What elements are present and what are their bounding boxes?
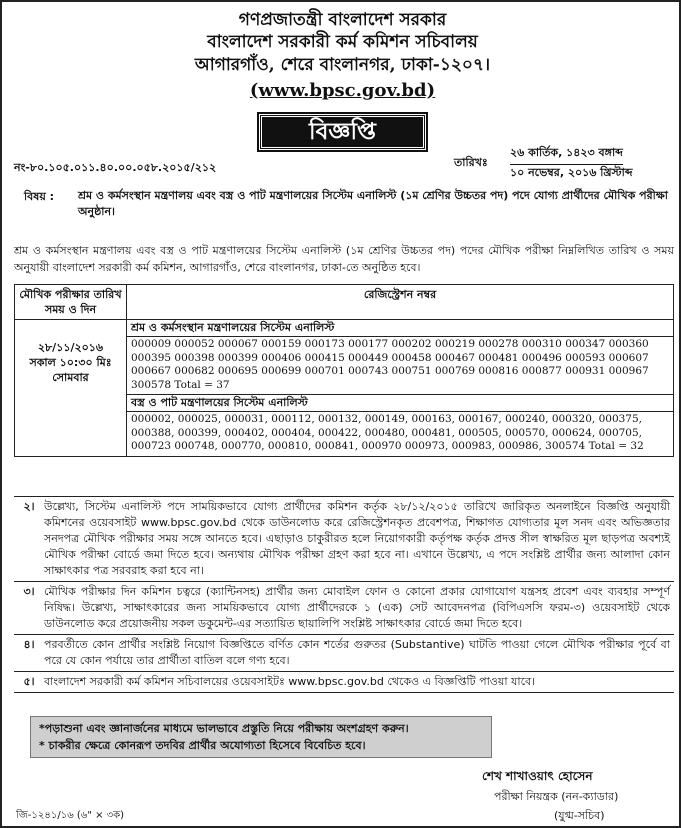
signatory-designation: পরীক্ষা নিয়ন্ত্রক (নন-ক্যাডার) [494, 790, 619, 803]
slot-date: ২৮/১১/২০১৬ [37, 341, 104, 354]
note-number: ৫। [23, 675, 35, 688]
schedule-reg-header: রেজিস্ট্রেশন নম্বর [127, 285, 674, 320]
notes-list [14, 496, 674, 693]
note-number: ৩। [23, 585, 35, 598]
note-item [14, 496, 674, 581]
website-link[interactable]: (www.bpsc.gov.bd) [249, 80, 436, 101]
advice-line: *পড়াশুনা এবং জ্ঞানার্জনের মাধ্যমে ভালভাবে প্রস্তুতি নিয়ে পরীক্ষায় অংশগ্রহণ করুন। [39, 722, 409, 735]
intro-paragraph: শ্রম ও কর্মসংস্থান মন্ত্রণালয় এবং বস্ত্র ও পাট মন্ত্রণালয়ের সিস্টেম এনালিস্ট (১ম শ্রেণির উচ্চতর পদ) পদের মৌখিক পরীক্ষা নিম্নলিখিত তারিখ ও সময় অনুযায়ী বাংলাদেশ সরকারী কর্ম কমিশন, আগারগাঁও, শেরে বাংলানগর, ঢাকা-তে অনুষ্ঠিত হবে। [14, 244, 674, 274]
footer-reference: জি-১২৪১/১৬ (৬" × ৩ক) [16, 810, 125, 821]
notice-title-badge: বিজ্ঞপ্তি [259, 114, 426, 150]
subject-label: বিষয় : [24, 190, 55, 203]
note-number: ২। [23, 500, 35, 513]
schedule-slot-cell [15, 320, 127, 457]
group-title: বস্ত্র ও পাট মন্ত্রণালয়ের সিস্টেম এনালিস্ট [127, 395, 673, 412]
group-title: শ্রম ও কর্মসংস্থান মন্ত্রণালয়ের সিস্টেম এনালিস্ট [127, 320, 673, 337]
note-text: মৌখিক পরীক্ষার দিন কমিশন চত্বরে (ক্যান্টিনসহ) প্রার্থীর জন্য মোবাইল ফোন ও কোনো প্রকার যোগাযোগ যন্ত্রসহ প্রবেশ এবং ব্যবহার সম্পূর্ণ নিষিদ্ধ। উল্লেখ্য, সাক্ষাৎকারের জন্য সাময়িকভাবে যোগ্য প্রার্থীদেরকে ১ (এক) সেট আবেদনপত্র (বিপিএসসি ফরম-৩) ওয়েবসাইট থেকে ডাউনলোড করে প্রয়োজনীয় সকল ডকুমেন্ট-এর সত্যায়িত ছায়ালিপি সংশ্লিষ্ট সাক্ষাৎকার বোর্ডে জমা দিতে হবে। [44, 585, 670, 630]
subject-text: শ্রম ও কর্মসংস্থান মন্ত্রণালয় এবং বস্ত্র ও পাট মন্ত্রণালয়ের সিস্টেম এনালিস্ট (১ম শ্রেণির উচ্চতর পদ) পদে যোগ্য প্রার্থীদের মৌখিক পরীক্ষা অনুষ্ঠান। [78, 189, 668, 218]
commission-title: বাংলাদেশ সরকারী কর্ম কমিশন সচিবালয় [207, 32, 478, 52]
slot-time: সকাল ১০:৩০ মিঃ [29, 356, 112, 369]
note-item [14, 634, 674, 671]
schedule-date-header: মৌখিক পরীক্ষার তারিখ সময় ও দিন [15, 285, 127, 320]
note-item [14, 581, 674, 634]
slot-day: সোমবার [52, 371, 89, 384]
advice-line: * চাকরীর ক্ষেত্রে কোনরূপ তদবির প্রার্থীর অযোগ্যতা হিসেবে বিবেচিত হবে। [39, 739, 366, 752]
advice-box [30, 716, 492, 758]
signatory-rank: (যুগ্ম-সচিব) [554, 809, 605, 822]
group-registration-numbers: 000009 000052 000067 000159 000173 000177 000202 000219 000278 000310 000347 000360 000395 000398 000399 000406 000415 000449 000458 000467 000481 000496 000593 000607 000667 000682 000695 000699 000701 000743 000751 000769 000816 000877 000931 000967 300578 Total = 37 [127, 337, 673, 395]
note-text: উল্লেখ্য, সিস্টেম এনালিস্ট পদে সাময়িকভাবে যোগ্য প্রার্থীদের কমিশন কর্তৃক ২৮/১২/২০১৫ তারিখে জারিকৃত অনলাইনে বিজ্ঞপ্তি অনুযায়ী কমিশনের ওয়েবসাইট www.bpsc.gov.bd থেকে ডাউনলোড করে রেজিস্ট্রেশনকৃত প্রবেশপত্র, শিক্ষাগত যোগ্যতার মূল সনদ এবং অভিজ্ঞতার সনদপত্র মৌখিক পরীক্ষার সময় সঙ্গে আনতে হবে। এছাড়াও চাকুরীরত হলে নিয়োগকারী কর্তৃপক্ষ কর্তৃক প্রদত্ত সীল স্বাক্ষরিত মূল ছাড়পত্র অবশ্যই মৌখিক পরীক্ষা বোর্ডে জমা দিতে হবে। অন্যথায় মৌখিক পরীক্ষা গ্রহণ করা হবে না। এখানে উল্লেখ্য, এ পদে সংশ্লিষ্ট প্রার্থীর জন্য আলাদা কোন সাক্ষাৎকার পত্র সরবরাহ করা হবে না। [44, 500, 670, 577]
schedule-row [15, 320, 674, 457]
note-item [14, 671, 674, 693]
government-title: গণপ্রজাতন্ত্রী বাংলাদেশ সরকার [238, 10, 447, 30]
schedule-table [14, 284, 674, 457]
registration-cell [127, 320, 674, 457]
date-english: ১০ নভেম্বর, ২০১৬ খ্রিস্টাব্দ [510, 166, 633, 179]
signatory-name: শেখ শাখাওয়াৎ হোসেন [482, 769, 593, 783]
note-number: ৪। [23, 638, 35, 651]
address-line: আগারগাঁও, শেরে বাংলানগর, ঢাকা-১২০৭। [194, 55, 491, 75]
note-text: বাংলাদেশ সরকারী কর্ম কমিশন সচিবালয়ের ওয়েবসাইটঃ www.bpsc.gov.bd থেকেও এ বিজ্ঞপ্তিটি পাওয়া যাবে। [44, 675, 536, 688]
schedule-header-row [15, 285, 674, 320]
note-text: পরবর্তীতে কোন প্রার্থীর সংশ্লিষ্ট নিয়োগ বিজ্ঞপ্তিতে বর্ণিত কোন শর্তের গুরুতর (Substantive) ঘাটতি পাওয়া গেলে মৌখিক পরীক্ষার পূর্বে বা পরে যে কোন পর্যায়ে তার প্রার্থীতা বাতিল বলে গণ্য হবে। [44, 638, 670, 667]
date-bangla: ২৬ কার্তিক, ১৪২৩ বঙ্গাব্দ [510, 144, 623, 165]
group-registration-numbers: 000002, 000025, 000031, 000112, 000132, 000149, 000163, 000167, 000240, 000320, 000375, 000388, 000399, 000402, 000404, 000422, 000480, 000481, 000505, 000570, 000624, 000705, 000723 000748, 000770, 000810, 000841, 000970 000973, 000983, 000986, 300574 Total = 32 [131, 413, 644, 452]
date-label: তারিখঃ [454, 156, 488, 169]
memo-number: নং-৮০.১০৫.০১১.৪০.০০.০৫৮.২০১৫/২১২ [14, 161, 217, 174]
